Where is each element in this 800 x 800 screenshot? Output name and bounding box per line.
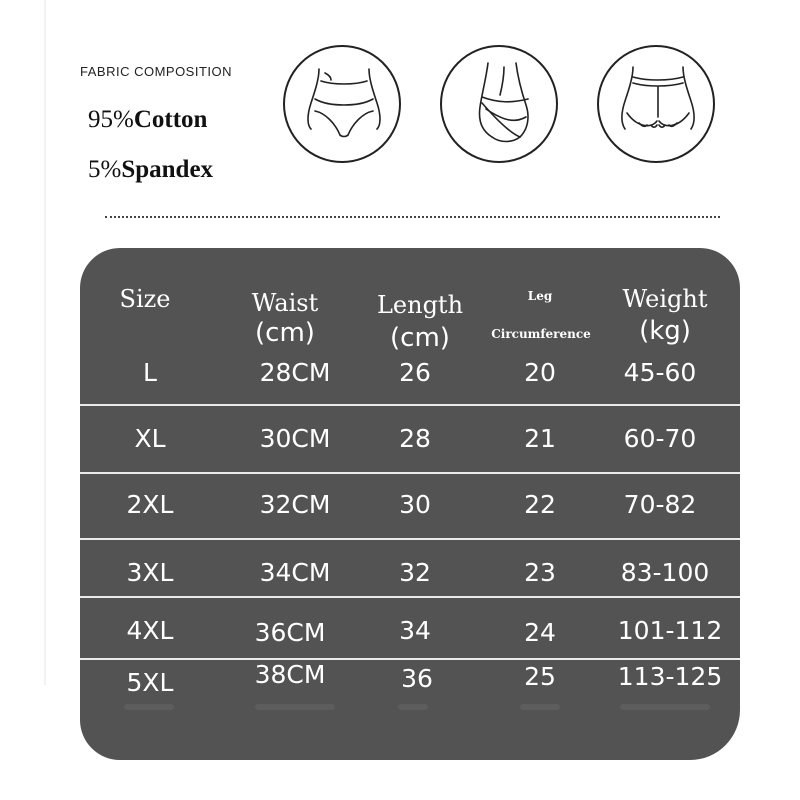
cell-leg: 22	[524, 490, 556, 519]
cell-size: 5XL	[126, 668, 174, 697]
row-divider	[80, 538, 740, 540]
section-divider	[105, 216, 720, 218]
header-waist: Waist	[251, 289, 319, 317]
header-leg: Leg	[527, 289, 553, 303]
cell-weight: 70-82	[623, 490, 697, 519]
header-circumference: Circumference	[491, 327, 591, 341]
spandex-label: Spandex	[121, 156, 214, 183]
brief-front-view-icon	[283, 45, 401, 163]
row-divider	[80, 404, 740, 406]
cell-waist: 34CM	[259, 558, 331, 587]
cell-length: 32	[399, 558, 431, 587]
cell-size: 3XL	[126, 558, 174, 587]
cotton-percent: 95%	[88, 106, 134, 133]
cell-leg: 25	[524, 662, 556, 691]
cell-length: 30	[399, 490, 431, 519]
composition-spandex	[88, 156, 213, 184]
row-divider	[80, 658, 740, 660]
cell-size: 4XL	[126, 616, 174, 645]
header-weight-unit: (kg)	[639, 316, 691, 346]
cell-length: 28	[399, 424, 431, 453]
header-length: Length	[376, 291, 464, 319]
faint-text-smudge	[620, 704, 710, 710]
cell-size: L	[143, 358, 157, 387]
header-waist-unit: (cm)	[255, 318, 315, 348]
fabric-composition-title: FABRIC COMPOSITION	[80, 64, 233, 79]
cell-weight: 60-70	[623, 424, 697, 453]
cell-size: 2XL	[126, 490, 174, 519]
cell-length: 26	[399, 358, 431, 387]
cell-leg: 23	[524, 558, 556, 587]
faint-text-smudge	[124, 704, 174, 710]
brief-back-view-icon	[597, 45, 715, 163]
spandex-percent: 5%	[88, 156, 122, 183]
cell-waist: 30CM	[259, 424, 331, 453]
cell-waist: 38CM	[254, 660, 326, 689]
row-divider	[80, 596, 740, 598]
cell-leg: 20	[524, 358, 556, 387]
faint-text-smudge	[520, 704, 560, 710]
header-weight: Weight	[622, 285, 708, 313]
header-size: Size	[119, 285, 171, 313]
cell-leg: 24	[524, 618, 556, 647]
header-length-unit: (cm)	[390, 323, 450, 353]
faint-text-smudge	[255, 704, 335, 710]
faint-text-smudge	[398, 704, 428, 710]
page-edge-line	[44, 0, 46, 685]
brief-side-view-icon	[440, 45, 558, 163]
composition-cotton	[88, 106, 207, 134]
cell-length: 36	[401, 664, 433, 693]
row-divider	[80, 472, 740, 474]
cell-waist: 28CM	[259, 358, 331, 387]
cell-leg: 21	[524, 424, 556, 453]
cell-waist: 36CM	[254, 618, 326, 647]
cell-waist: 32CM	[259, 490, 331, 519]
size-chart-table	[80, 248, 740, 760]
cotton-label: Cotton	[133, 106, 208, 133]
cell-weight: 113-125	[617, 662, 723, 691]
cell-weight: 101-112	[617, 616, 723, 645]
cell-size: XL	[134, 424, 166, 453]
cell-weight: 83-100	[620, 558, 710, 587]
cell-weight: 45-60	[623, 358, 697, 387]
cell-length: 34	[399, 616, 431, 645]
